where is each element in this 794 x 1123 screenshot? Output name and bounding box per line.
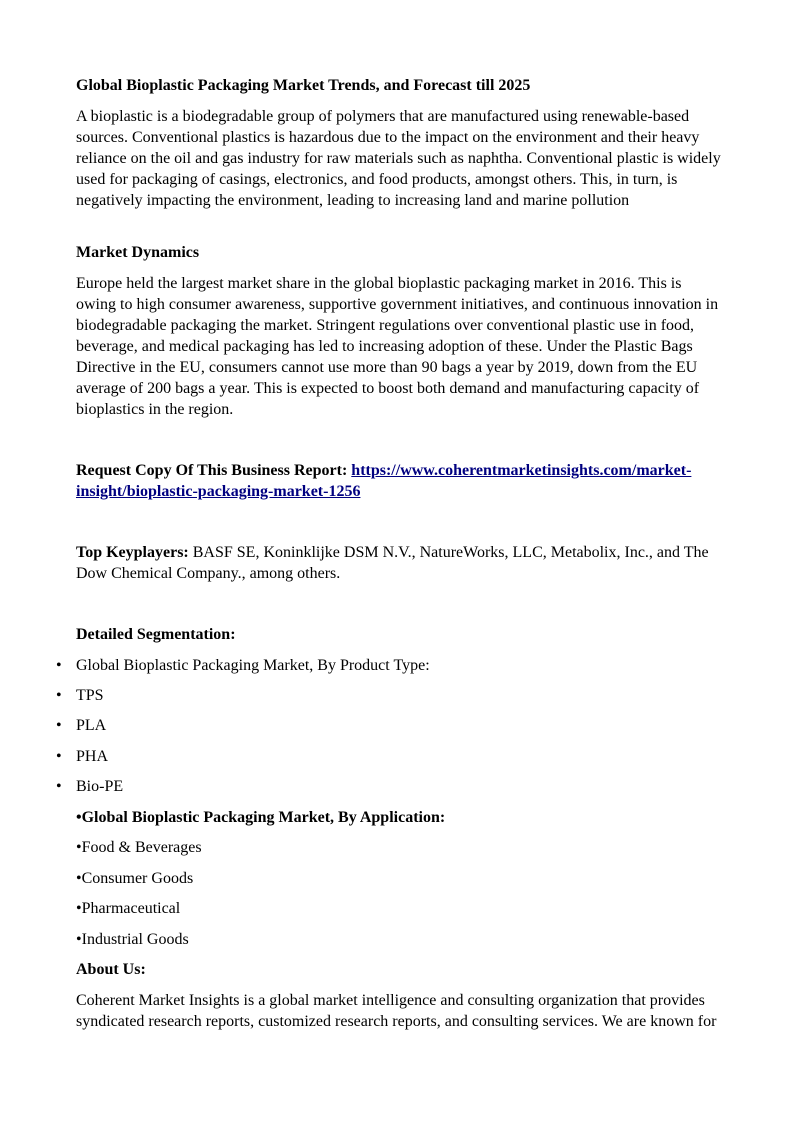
list-item-text: TPS	[76, 687, 104, 704]
market-dynamics-heading: Market Dynamics	[76, 244, 200, 261]
bullet-icon: •	[56, 687, 62, 704]
top-keyplayers-label: Top Keyplayers:	[76, 544, 189, 561]
bullet-icon: •	[56, 778, 62, 795]
list-item-text: Bio-PE	[76, 778, 124, 795]
top-keyplayers-text: BASF SE, Koninklijke DSM N.V., NatureWorks, LLC, Metabolix, Inc., and The Dow Chemical Company., among others.	[76, 544, 709, 582]
bullet-icon: •	[56, 657, 62, 674]
request-copy-label: Request Copy Of This Business Report:	[76, 462, 348, 479]
list-item	[56, 655, 724, 676]
about-heading: About Us:	[76, 961, 146, 978]
bullet-icon: •	[76, 900, 82, 917]
report-link-line2: insight/bioplastic-packaging-market-1256	[76, 483, 361, 500]
list-item-text: Industrial Goods	[81, 931, 189, 948]
list-item-text: PLA	[76, 717, 107, 734]
bullet-icon: •	[76, 931, 82, 948]
list-item	[76, 898, 724, 919]
bullet-icon: •	[56, 717, 62, 734]
list-item-text: Pharmaceutical	[81, 900, 181, 917]
report-link-line1: https://www.coherentmarketinsights.com/market-	[351, 462, 692, 479]
list-item	[56, 746, 724, 767]
list-item	[56, 776, 724, 797]
top-keyplayers-paragraph	[76, 542, 724, 584]
intro-paragraph: A bioplastic is a biodegradable group of polymers that are manufactured using renewable-based sources. Conventional plastics is hazardous due to the impact on the environment and their heavy reliance on the oil and gas industry for raw materials such as naphtha. Conventional plastic is widely used for packaging of casings, electronics, and food products, amongst others. This, in turn, is negatively impacting the environment, leading to increasing land and marine pollution	[76, 108, 721, 209]
request-copy-paragraph	[76, 460, 724, 502]
list-item	[76, 837, 724, 858]
list-item	[56, 685, 724, 706]
market-dynamics-paragraph: Europe held the largest market share in the global bioplastic packaging market in 2016. This is owing to high consumer awareness, supportive government initiatives, and continuous innovation in biodegradable packaging the market. Stringent regulations over conventional plastic use in food, beverage, and medical packaging has led to increasing adoption of these. Under the Plastic Bags Directive in the EU, consumers cannot use more than 90 bags a year by 2019, down from the EU average of 200 bags a year. This is expected to boost both demand and manufacturing capacity of bioplastics in the region.	[76, 275, 719, 418]
bullet-icon: •	[56, 748, 62, 765]
list-item	[76, 929, 724, 950]
bullet-icon: •	[76, 809, 82, 826]
bullet-icon: •	[76, 839, 82, 856]
list-item-text: Global Bioplastic Packaging Market, By Product Type:	[76, 657, 430, 674]
about-paragraph: Coherent Market Insights is a global market intelligence and consulting organization that provides syndicated research reports, customized research reports, and consulting services. We are known for	[76, 992, 717, 1030]
application-heading-text: Global Bioplastic Packaging Market, By Application:	[81, 809, 446, 826]
segmentation-heading: Detailed Segmentation:	[76, 626, 236, 643]
application-heading	[76, 807, 724, 828]
document-title: Global Bioplastic Packaging Market Trends, and Forecast till 2025	[76, 77, 531, 94]
list-item-text: Food & Beverages	[81, 839, 202, 856]
list-item	[76, 868, 724, 889]
list-item-text: PHA	[76, 748, 109, 765]
list-item-text: Consumer Goods	[81, 870, 194, 887]
list-item	[56, 715, 724, 736]
bullet-icon: •	[76, 870, 82, 887]
